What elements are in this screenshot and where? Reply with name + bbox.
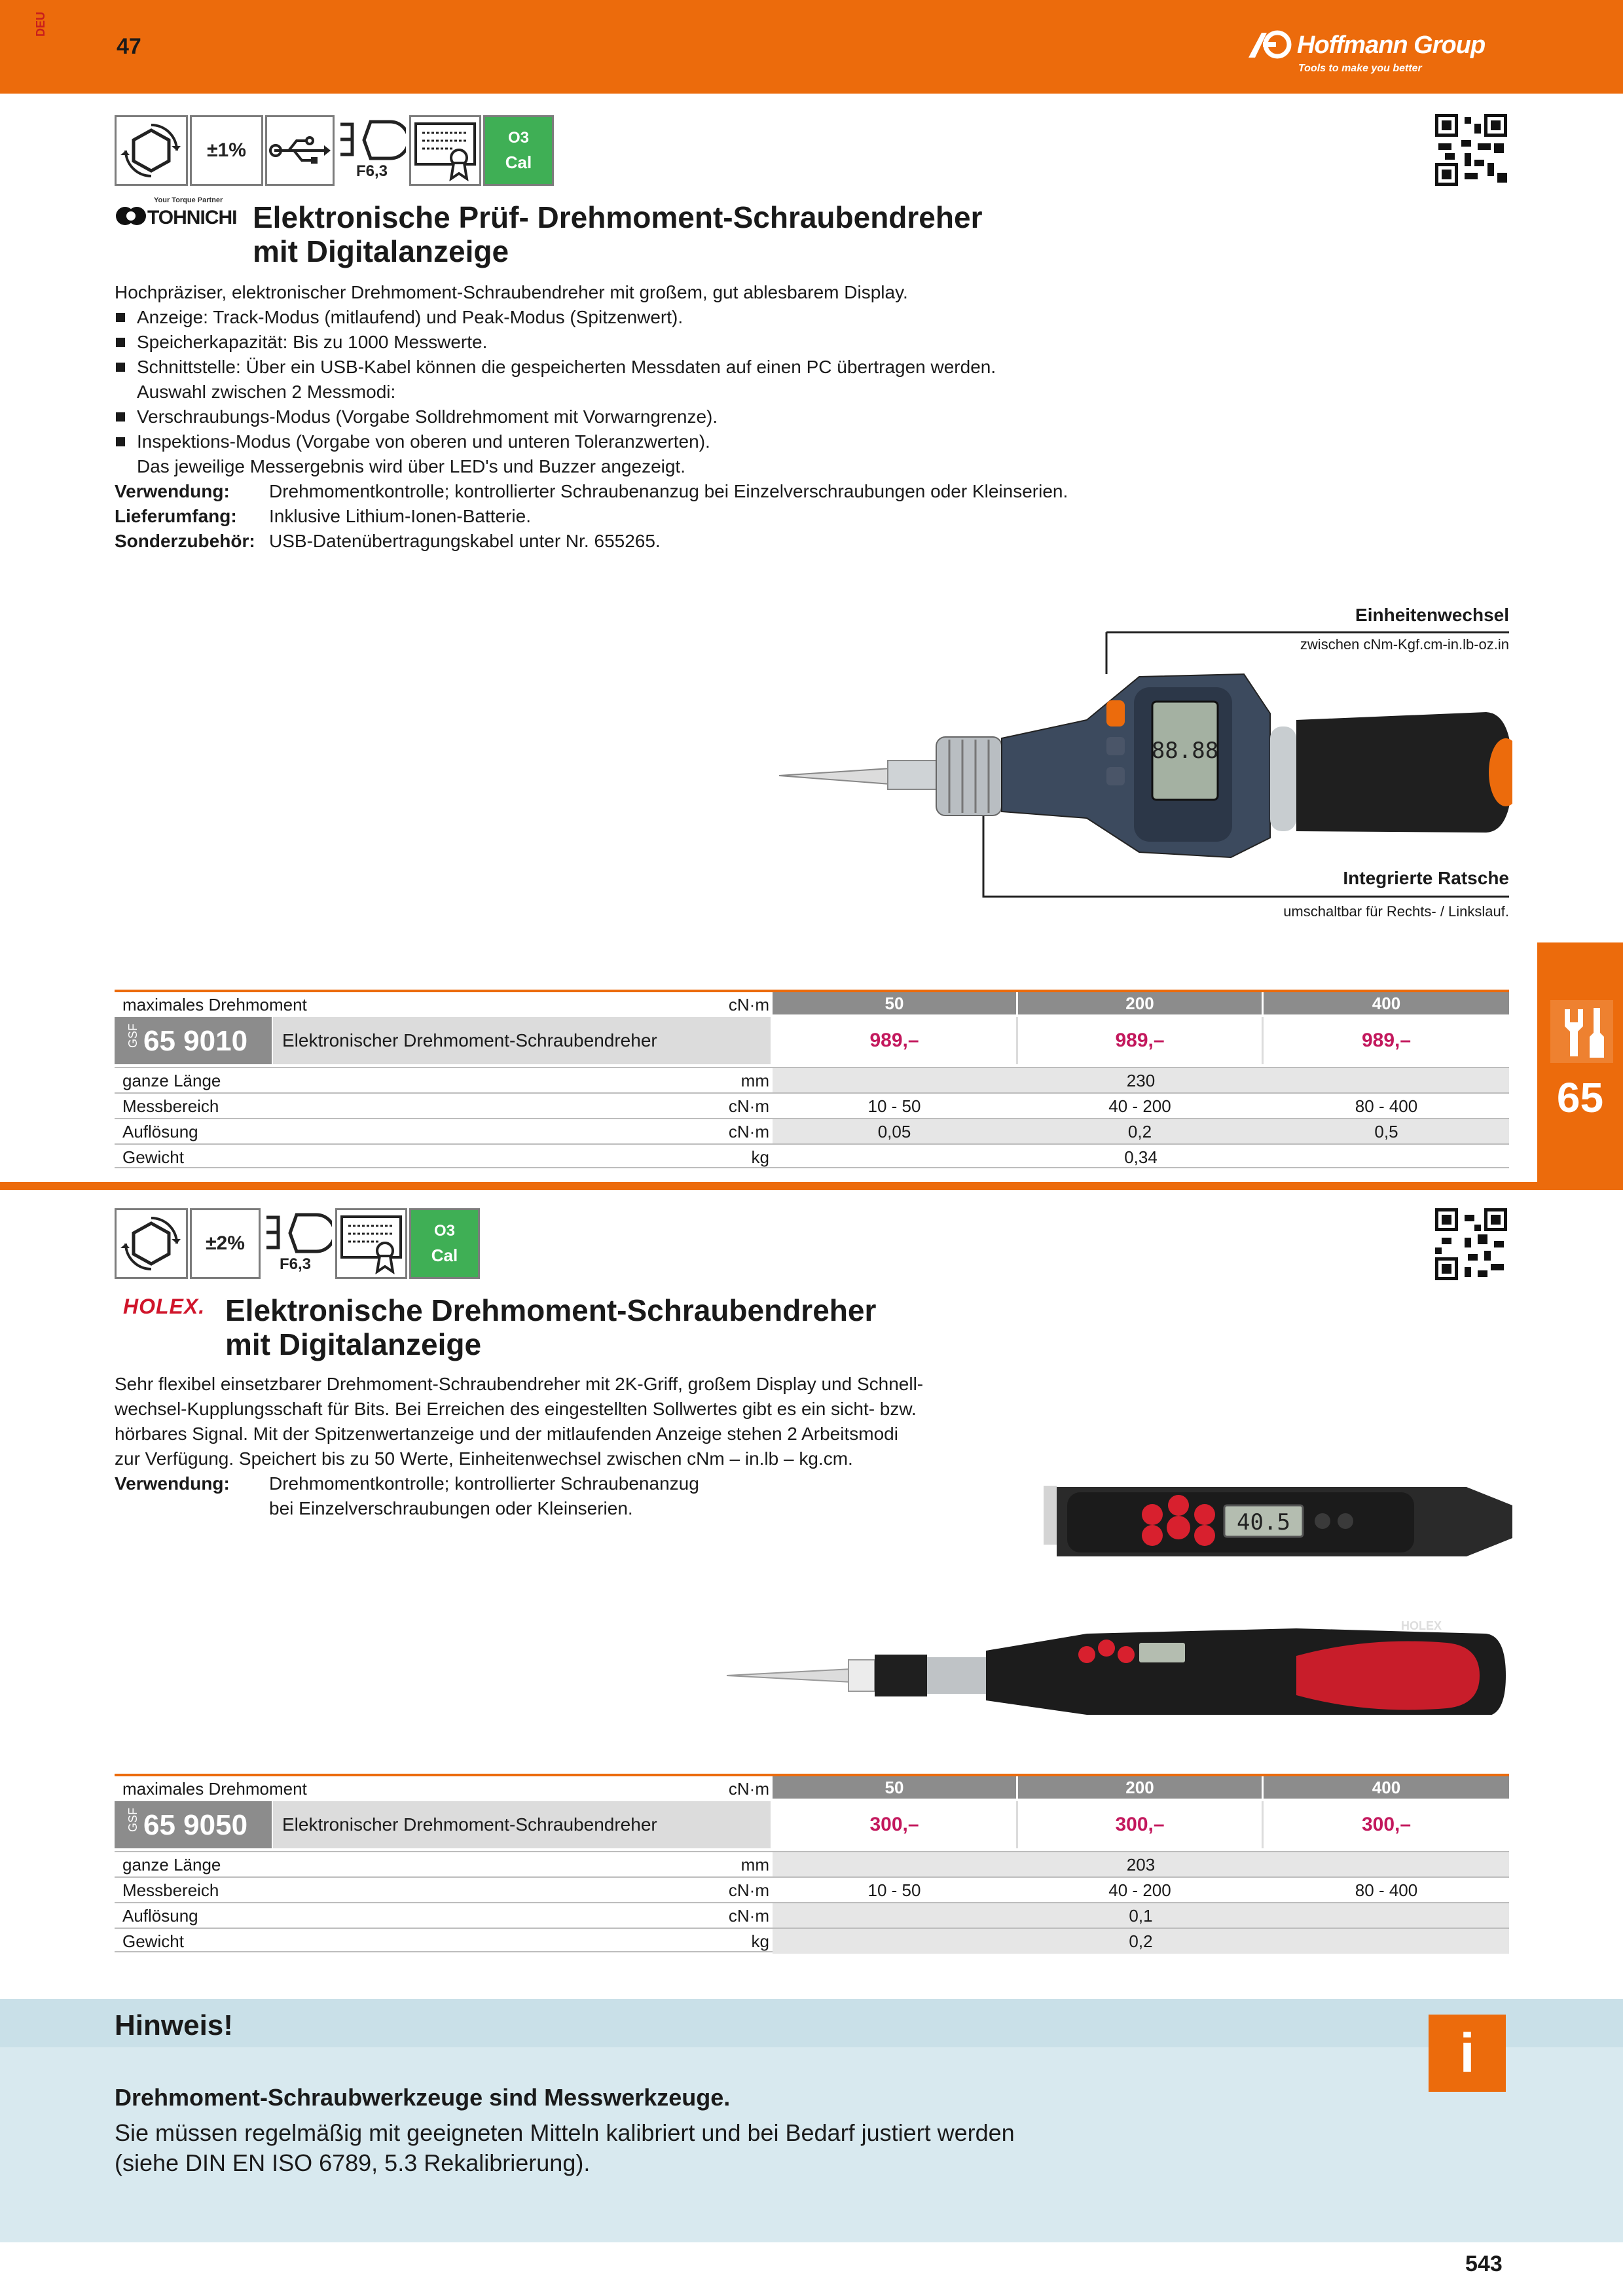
brand-slogan: Tools to make you better [1298,63,1422,74]
holex-logo: HOLEX. [123,1295,206,1318]
qr-code-icon[interactable] [1435,114,1507,186]
table-row: Messbereich cN·m 10 - 50 40 - 200 80 - 400 [115,1092,1509,1117]
drive-size-label: F6,3 [280,1255,312,1273]
drive-f63-icon [337,115,407,186]
hexagon-socket-icon [115,115,188,186]
info-icon: i [1429,2015,1506,2092]
hexagon-socket-icon [115,1208,188,1279]
tohnichi-logo: Your Torque Partner TOHNICHI [115,196,246,236]
article-number: GSF 65 9010 [115,1017,272,1064]
article-description: Elektronischer Drehmoment-Schraubendreher [273,1801,771,1848]
chapter-tab[interactable] [1537,942,1623,1185]
column-header-200: 200 [1125,994,1154,1013]
table-row: Auflösung cN·m 0,05 0,2 0,5 [115,1118,1509,1143]
chapter-number: 65 [1556,1074,1604,1121]
table-row: Messbereich cN·m 10 - 50 40 - 200 80 - 400 [115,1876,1509,1901]
language-code: DEU [34,11,47,37]
table-row: ganze Länge mm 203 [115,1851,1509,1876]
note-title: Hinweis! [115,2009,233,2041]
drive-size-label: F6,3 [356,162,388,180]
chapter-page-number: 47 [117,34,141,59]
certificate-icon [409,115,481,186]
article-number: GSF 65 9050 [115,1801,272,1848]
price-cell: 300,– [869,1814,919,1835]
accuracy-badge: ±2% [190,1208,261,1279]
column-header-200: 200 [1125,1778,1154,1797]
price-cell: 300,– [1361,1814,1412,1835]
table-row: Auflösung cN·m 0,1 [115,1902,1509,1927]
grip-brand: HOLEX [1401,1619,1442,1632]
price-cell: 989,– [1115,1030,1165,1051]
section-divider [0,1182,1623,1190]
drive-f63-icon [263,1208,333,1279]
price-cell: 300,– [1115,1814,1165,1835]
product-title: Elektronische Prüf- Drehmoment-Schraubendreher mit Digitalanzeige [253,200,983,268]
usb-icon [265,115,335,186]
brand-name: Hoffmann Group [1297,31,1486,59]
table-row: Gewicht kg 0,2 [115,1928,1509,1952]
column-header-50: 50 [884,994,904,1013]
brand-logo[interactable] [1247,25,1509,77]
table-head-row: maximales Drehmoment cN·m 50 200 400 [115,990,1509,1014]
tohnichi-screwdriver-image [773,622,1512,903]
accuracy-badge: ±1% [190,115,263,186]
table-row: ganze Länge mm 230 [115,1067,1509,1092]
callout-ratchet-text: umschaltbar für Rechts- / Linkslauf. [1283,903,1509,920]
display-readout: 88.88 [1151,738,1219,764]
qr-code-icon[interactable] [1435,1208,1507,1280]
note-headline: Drehmoment-Schraubwerkzeuge sind Messwerkzeuge. [115,2084,731,2111]
holex-screwdriver-image [720,1479,1512,1715]
article-row[interactable] [115,1801,1509,1848]
column-header-400: 400 [1372,1778,1401,1797]
column-header-50: 50 [884,1778,904,1797]
calibration-badge: O3 Cal [409,1208,480,1279]
product-description: Hochpräziser, elektronischer Drehmoment-Schraubendreher mit großem, gut ablesbarem Display. Anzeige: Track-Modus (mitlaufend) und Peak-Modus (Spitzenwert). Speicherkapazität: Bis zu 1000 Messwerte. Schnittstelle: Über ein USB-Kabel können die gespeicherten Messdaten auf einen PC übertragen werden. Auswahl zwischen 2 Messmodi: Verschraubungs-Modus (Vorgabe Solldrehmoment mit Vorwarngrenze). Inspektions-Modus (Vorgabe von oberen und unteren Toleranzwerten). Das jeweilige Messergebnis wird über LED's und Buzzer angezeigt. Verwendung: Drehmomentkontrolle; kontrollierter Schraubenanzug bei Einzelverschraubungen oder Kleinserien. Lieferumfang: Inklusive Lithium-Ionen-Batterie. Sonderzubehör: USB-Datenübertragungskabel unter Nr. 655265. [115,280,1162,554]
calibration-badge: O3 Cal [483,115,554,186]
product-title: Elektronische Drehmoment-Schraubendreher mit Digitalanzeige [225,1293,877,1361]
product-description: Sehr flexibel einsetzbarer Drehmoment-Schraubendreher mit 2K-Griff, großem Display und Schnell- wechsel-Kupplungsschaft für Bits. Bei Erreichen des eingestellten Sollwertes gibt es ein sicht- bzw. hörbares Signal. Mit der Spitzenwertanzeige und der mitlaufenden Anzeige stehen 2 Arbeitsmodi zur Verfügung. Speichert bis zu 50 Werte, Einheitenwechsel zwischen cNm – in.lb – kg.cm. Verwendung: Drehmomentkontrolle; kontrollierter Schraubenanzug bei Einzelverschraubungen oder Kleinserien. [115,1374,924,1518]
hoffmann-logo-icon [1247,29,1292,60]
price-cell: 989,– [869,1030,919,1051]
page-number: 543 [1465,2251,1503,2276]
callout-unit-change-title: Einheitenwechsel [1355,605,1509,625]
tohnichi-mark-icon [115,202,147,230]
price-cell: 989,– [1361,1030,1412,1051]
table-row: Gewicht kg 0,34 [115,1143,1509,1168]
column-header-400: 400 [1372,994,1401,1013]
certificate-icon [335,1208,407,1279]
callout-ratchet-title: Integrierte Ratsche [1343,868,1509,888]
display-readout: 40.5 [1237,1509,1290,1535]
callout-unit-change-text: zwischen cNm-Kgf.cm-in.lb-oz.in [1300,636,1509,653]
note-box [0,1999,1623,2242]
table-head-row: maximales Drehmoment cN·m 50 200 400 [115,1774,1509,1799]
article-description: Elektronischer Drehmoment-Schraubendreher [273,1017,771,1064]
wrench-screwdriver-icon [1550,1000,1613,1063]
article-row[interactable] [115,1017,1509,1064]
note-text: Sie müssen regelmäßig mit geeigneten Mitteln kalibriert und bei Bedarf justiert werden (siehe DIN EN ISO 6789, 5.3 Rekalibrierung). [115,2119,1015,2176]
